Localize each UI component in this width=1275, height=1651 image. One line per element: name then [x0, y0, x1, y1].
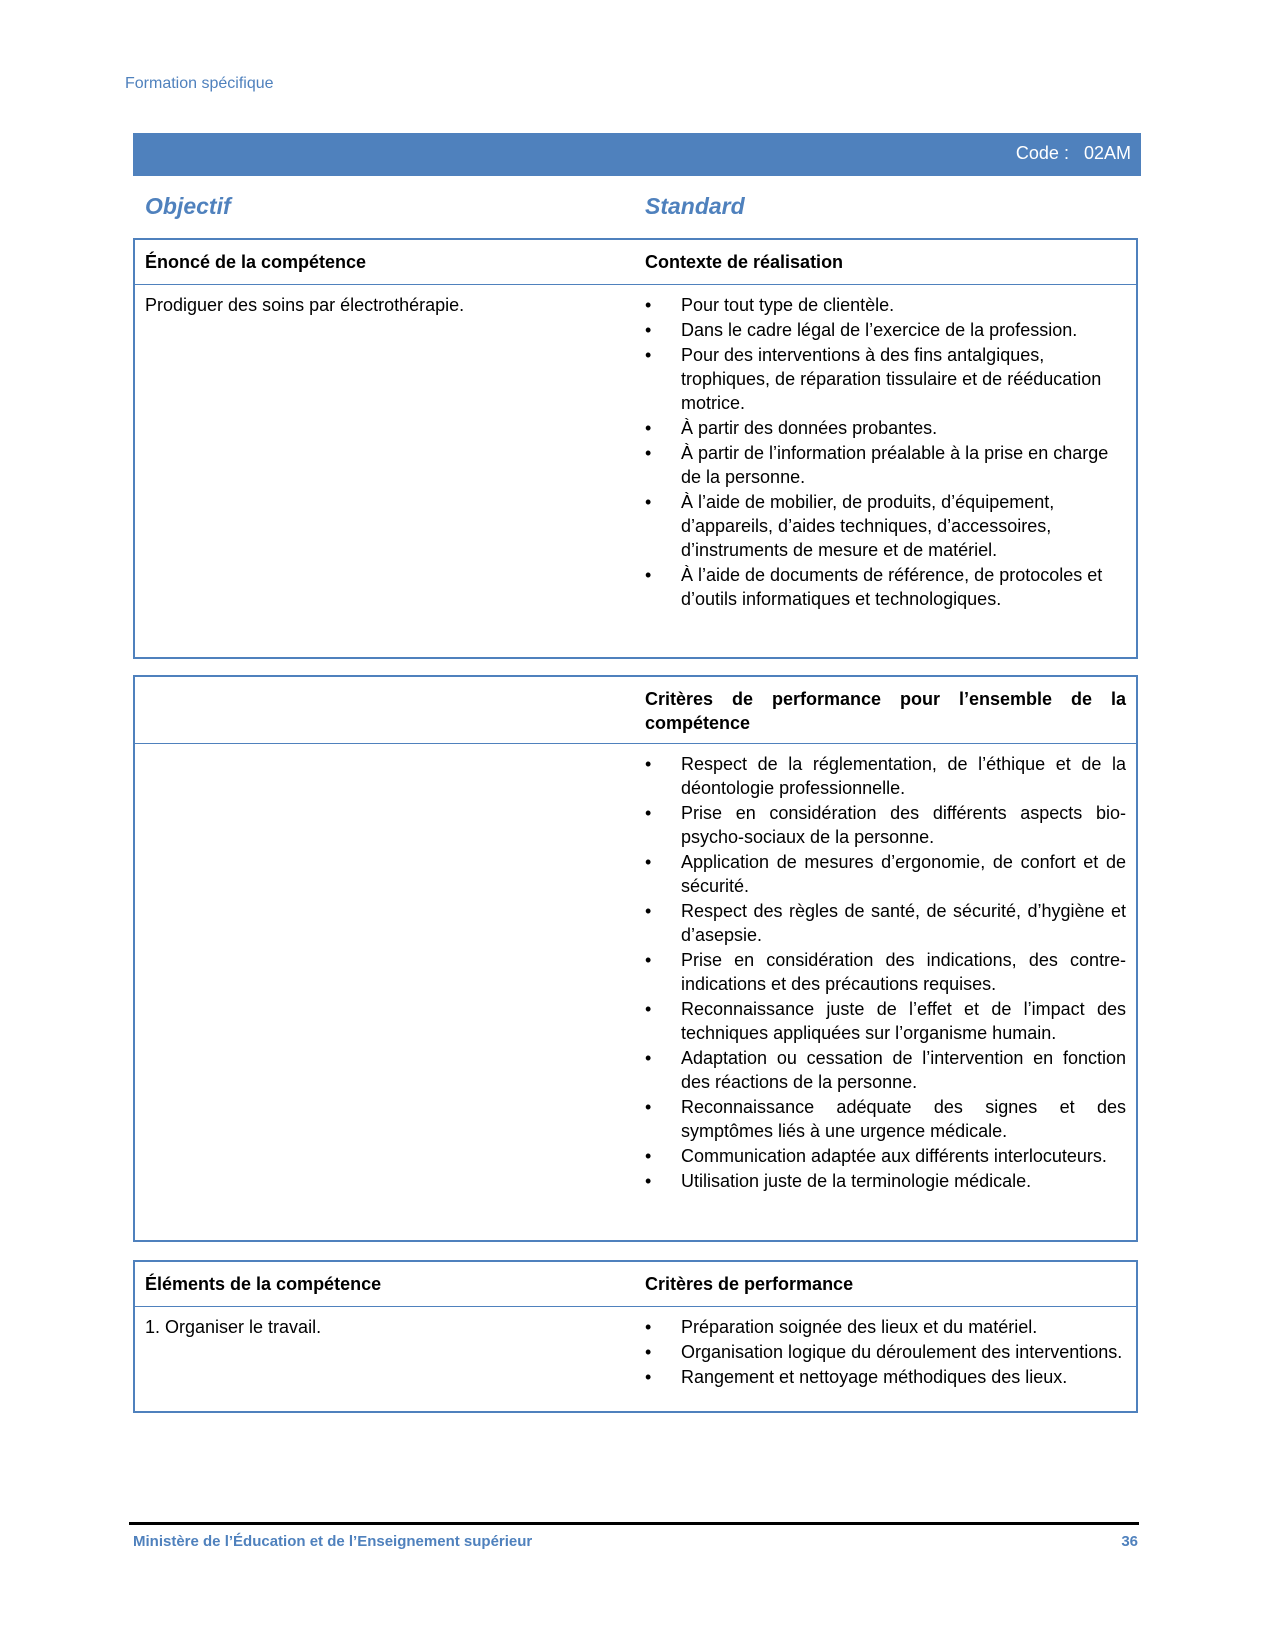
bullet-icon: •: [645, 901, 652, 921]
bullet-icon: •: [645, 418, 652, 438]
bullet-icon: •: [645, 1146, 652, 1166]
code-label-group: [1016, 143, 1131, 164]
page-number: 36: [1121, 1533, 1138, 1550]
list-item: • Respect de la réglementation, de l’éthique et de la déontologie professionnelle.: [645, 754, 1126, 798]
bullet-icon: •: [645, 345, 652, 365]
list-item: • Organisation logique du déroulement des interventions.: [645, 1342, 1123, 1362]
list-item: • Rangement et nettoyage méthodiques des lieux.: [645, 1367, 1068, 1387]
list-item: • Prise en considération des indications, des contre-indications et des précautions requises.: [645, 950, 1126, 994]
list-item: • Communication adaptée aux différents interlocuteurs.: [645, 1146, 1107, 1166]
list-item: • Utilisation juste de la terminologie médicale.: [645, 1171, 1032, 1191]
code-value: 02AM: [1083, 143, 1131, 163]
bullet-icon: •: [645, 1367, 652, 1387]
list-item: • Application de mesures d’ergonomie, de confort et de sécurité.: [645, 852, 1126, 896]
bullet-icon: •: [645, 852, 652, 872]
code-label: Code :: [1015, 143, 1069, 163]
list-item: • Reconnaissance juste de l’effet et de l’impact des techniques appliquées sur l’organisme humain.: [645, 999, 1126, 1043]
footer: [133, 1533, 1138, 1550]
standard-title: Standard: [645, 193, 745, 219]
objectif-title: Objectif: [145, 193, 231, 219]
section-titles: [133, 193, 1141, 225]
bullet-icon: •: [645, 999, 652, 1019]
enonce-left-header: Énoncé de la compétence: [145, 252, 367, 272]
enonce-box: [133, 238, 1138, 659]
list-item: • Prise en considération des différents aspects bio-psycho-sociaux de la personne.: [645, 803, 1126, 847]
footer-ministry: Ministère de l’Éducation et de l’Enseignement supérieur: [133, 1533, 533, 1550]
list-item: • Pour tout type de clientèle.: [645, 295, 895, 315]
enonce-right-header: Contexte de réalisation: [645, 252, 844, 272]
bullet-icon: •: [645, 1342, 652, 1362]
list-item: • À l’aide de mobilier, de produits, d’équipement, d’appareils, d’aides techniques, d’accessoires, d’instruments de mesure et de matériel.: [645, 492, 1055, 560]
criteres-ensemble-list: [645, 752, 1126, 1194]
elements-box: [133, 1260, 1138, 1413]
bullet-icon: •: [645, 295, 652, 315]
list-item: • Pour des interventions à des fins antalgiques, trophiques, de réparation tissulaire et de rééducation motrice.: [645, 345, 1102, 413]
bullet-icon: •: [645, 1317, 652, 1337]
elements-criteres-list: [645, 1315, 1126, 1390]
bullet-icon: •: [645, 492, 652, 512]
bullet-icon: •: [645, 565, 652, 585]
bullet-icon: •: [645, 1048, 652, 1068]
bullet-icon: •: [645, 803, 652, 823]
list-item: • À partir de l’information préalable à la prise en charge de la personne.: [645, 443, 1109, 487]
criteres-ensemble-title: Critères de performance pour l’ensemble de la compétence: [645, 689, 1126, 733]
list-item: • Respect des règles de santé, de sécurité, d’hygiène et d’asepsie.: [645, 901, 1126, 945]
code-bar: [133, 133, 1141, 176]
list-item: • Dans le cadre légal de l’exercice de la profession.: [645, 320, 1078, 340]
list-item: • Préparation soignée des lieux et du matériel.: [645, 1317, 1038, 1337]
competence-statement: Prodiguer des soins par électrothérapie.: [145, 295, 465, 315]
criteres-ensemble-header: [135, 677, 1136, 744]
enonce-header: [135, 240, 1136, 285]
footer-rule: [129, 1522, 1139, 1525]
bullet-icon: •: [645, 1171, 652, 1191]
running-title: Formation spécifique: [125, 75, 274, 92]
list-item: • À l’aide de documents de référence, de protocoles et d’outils informatiques et technologiques.: [645, 565, 1103, 609]
elements-left-header: Éléments de la compétence: [145, 1274, 382, 1294]
list-item: • Adaptation ou cessation de l’intervention en fonction des réactions de la personne.: [645, 1048, 1126, 1092]
bullet-icon: •: [645, 950, 652, 970]
bullet-icon: •: [645, 320, 652, 340]
element-1: 1. Organiser le travail.: [145, 1317, 322, 1337]
contexte-list: [645, 293, 1126, 612]
elements-right-header: Critères de performance: [645, 1274, 854, 1294]
bullet-icon: •: [645, 443, 652, 463]
list-item: • Reconnaissance adéquate des signes et des symptômes liés à une urgence médicale.: [645, 1097, 1126, 1141]
elements-header: [135, 1262, 1136, 1307]
bullet-icon: •: [645, 754, 652, 774]
bullet-icon: •: [645, 1097, 652, 1117]
criteres-ensemble-box: [133, 675, 1138, 1242]
list-item: • À partir des données probantes.: [645, 418, 938, 438]
